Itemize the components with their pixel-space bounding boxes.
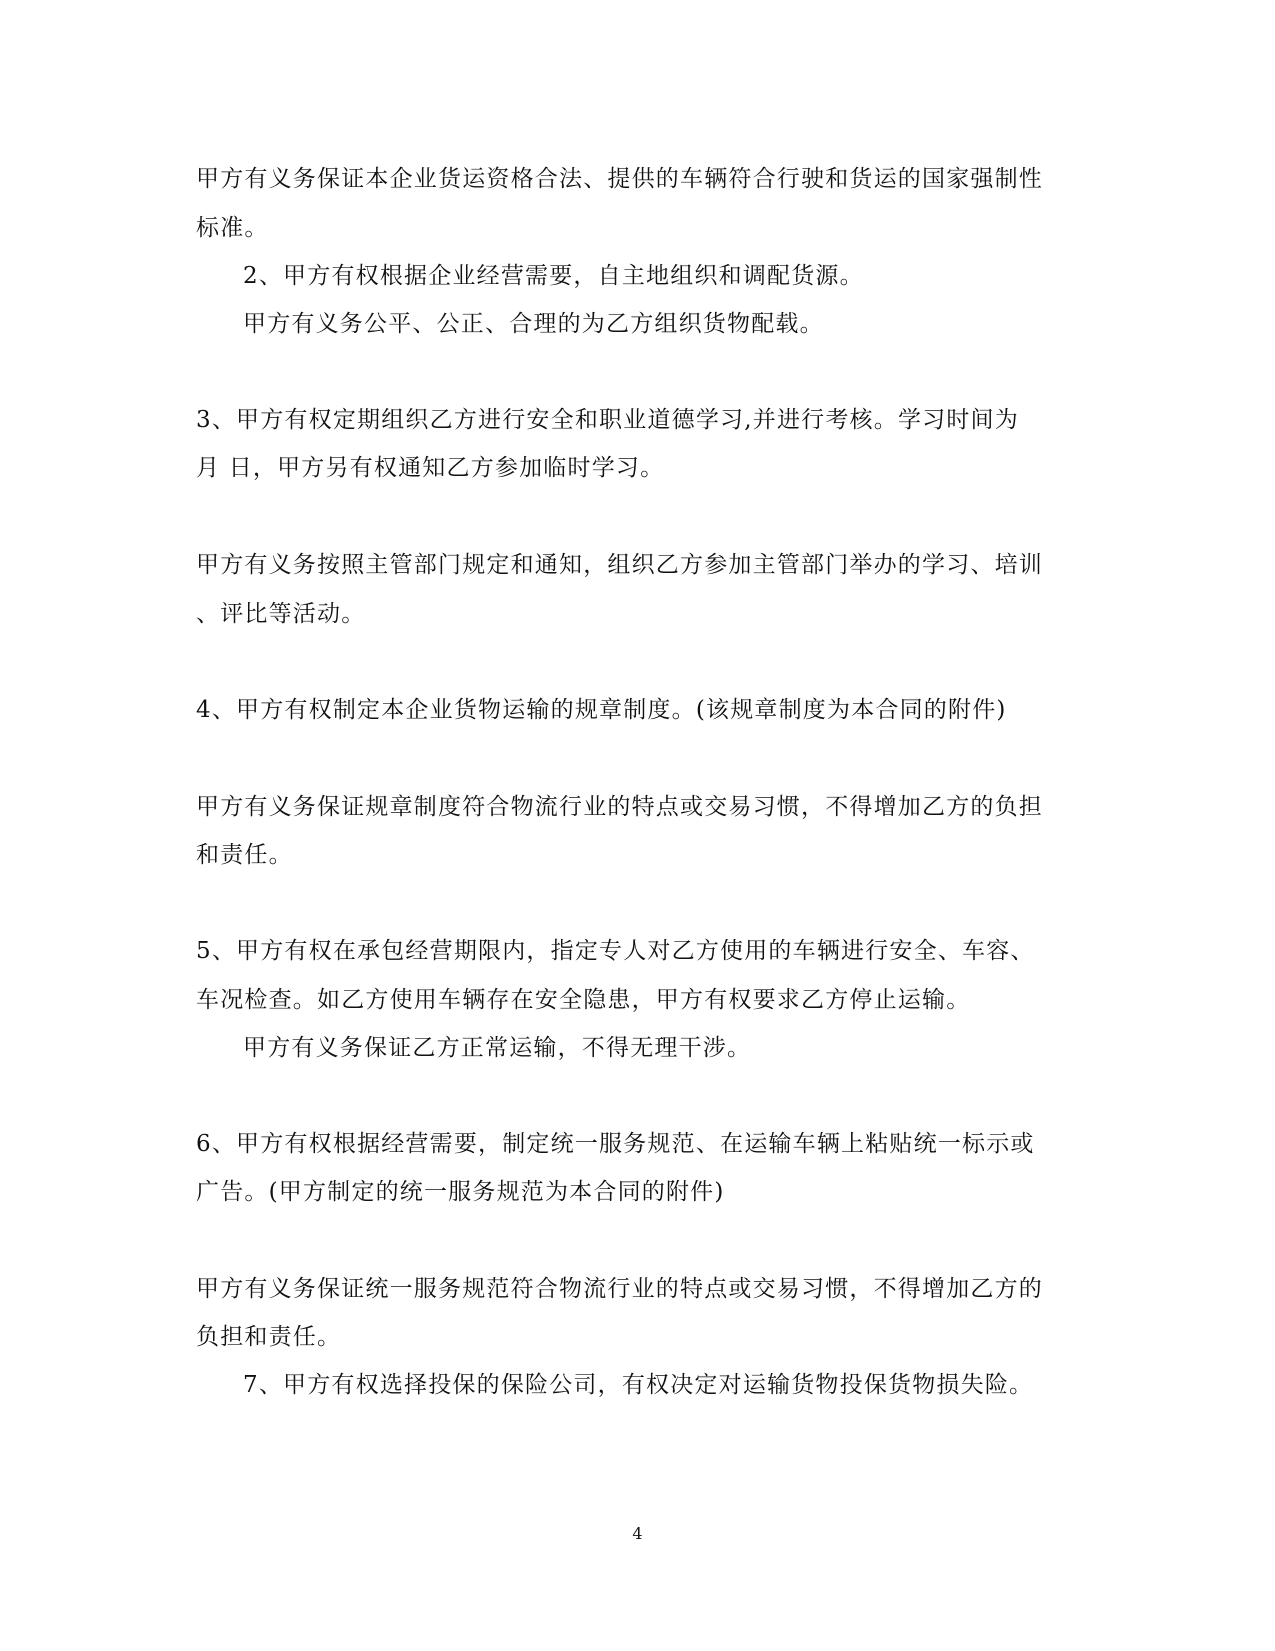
paragraph-line: 负担和责任。 bbox=[196, 1324, 342, 1350]
paragraph-line: 甲方有义务保证本企业货运资格合法、提供的车辆符合行驶和货运的国家强制性 bbox=[196, 166, 1043, 192]
page-number: 4 bbox=[632, 1524, 643, 1543]
paragraph-line: 3、甲方有权定期组织乙方进行安全和职业道德学习,并进行考核。学习时间为 bbox=[196, 407, 1019, 433]
paragraph-line: 广告。(甲方制定的统一服务规范为本合同的附件) bbox=[196, 1179, 725, 1205]
paragraph-line: 月 日，甲方另有权通知乙方参加临时学习。 bbox=[196, 455, 665, 481]
paragraph-line: 甲方有义务保证乙方正常运输，不得无理干涉。 bbox=[243, 1035, 752, 1061]
paragraph-line: 甲方有义务公平、公正、合理的为乙方组织货物配载。 bbox=[243, 311, 824, 337]
paragraph-line: 6、甲方有权根据经营需要，制定统一服务规范、在运输车辆上粘贴统一标示或 bbox=[196, 1131, 1035, 1157]
paragraph-line: 车况检查。如乙方使用车辆存在安全隐患，甲方有权要求乙方停止运输。 bbox=[196, 987, 971, 1013]
paragraph-line: 、评比等活动。 bbox=[196, 601, 366, 627]
paragraph-line: 甲方有义务保证规章制度符合物流行业的特点或交易习惯，不得增加乙方的负担 bbox=[196, 794, 1043, 820]
paragraph-line: 标准。 bbox=[196, 215, 269, 241]
paragraph-line: 7、甲方有权选择投保的保险公司，有权决定对运输货物投保货物损失险。 bbox=[243, 1372, 1034, 1398]
paragraph-line: 4、甲方有权制定本企业货物运输的规章制度。(该规章制度为本合同的附件) bbox=[196, 697, 1007, 723]
paragraph-line: 甲方有义务按照主管部门规定和通知，组织乙方参加主管部门举办的学习、培训 bbox=[196, 552, 1043, 578]
paragraph-line: 5、甲方有权在承包经营期限内，指定专人对乙方使用的车辆进行安全、车容、 bbox=[196, 938, 1035, 964]
paragraph-line: 甲方有义务保证统一服务规范符合物流行业的特点或交易习惯，不得增加乙方的 bbox=[196, 1276, 1043, 1302]
paragraph-line: 2、甲方有权根据企业经营需要，自主地组织和调配货源。 bbox=[243, 263, 864, 289]
paragraph-line: 和责任。 bbox=[196, 842, 293, 868]
